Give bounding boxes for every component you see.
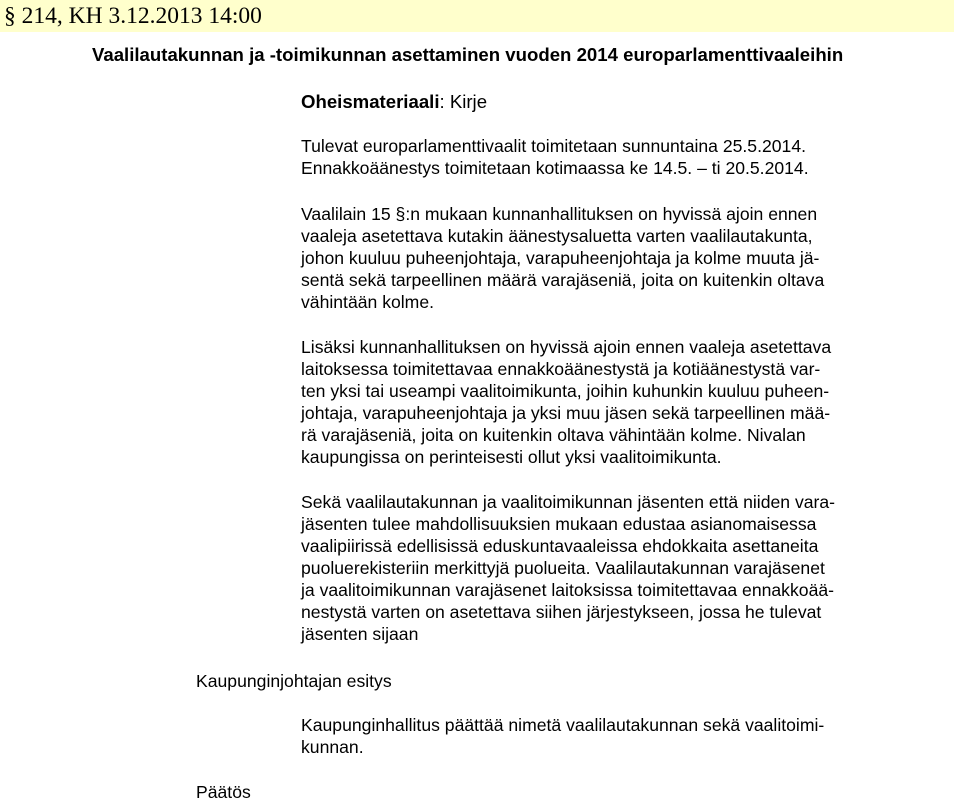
paragraph-line: laitoksessa toimitettavaa ennakkoäänestystä ja kotiäänestystä var- [301, 359, 821, 379]
proposal-text [301, 714, 901, 758]
paragraph-line: ten yksi tai useampi vaalitoimikunta, joihin kuhunkin kuuluu puheen- [301, 381, 830, 401]
paragraph-line: Tulevat europarlamenttivaalit toimitetaan sunnuntaina 25.5.2014. [301, 136, 807, 156]
attachment-line [301, 89, 487, 115]
paragraph-line: vaaleja asetettava kutakin äänestysaluetta varten vaalilautakunta, [301, 226, 813, 246]
attachment-value: : Kirje [439, 91, 488, 112]
section-header: § 214, KH 3.12.2013 14:00 [4, 3, 262, 29]
paragraph-line: vaalipiirissä edellisissä eduskuntavaaleissa ehdokkaita asettaneita [301, 536, 819, 556]
document-title: Vaalilautakunnan ja -toimikunnan asettaminen vuoden 2014 europarlamenttivaaleihin [92, 44, 844, 65]
paragraph-line: johon kuuluu puheenjohtaja, varapuheenjohtaja ja kolme muuta jä- [301, 248, 820, 268]
paragraph-line: ja vaalitoimikunnan varajäsenet laitoksissa toimitettavaa ennakkoää- [301, 580, 834, 600]
paragraph-election-dates [301, 135, 901, 179]
paragraph-line: vähintään kolme. [301, 292, 435, 312]
paragraph-line: Sekä vaalilautakunnan ja vaalitoimikunnan jäsenten että niiden vara- [301, 492, 836, 512]
paragraph-line: jäsenten sijaan [301, 624, 419, 644]
paragraph-line: nestystä varten on asetettava siihen järjestykseen, jossa he tulevat [301, 602, 822, 622]
paragraph-line: johtaja, varapuheenjohtaja ja yksi muu jäsen sekä tarpeellinen mää- [301, 403, 831, 423]
decision-label: Päätös [196, 782, 251, 802]
paragraph-line: rä varajäseniä, joita on kuitenkin oltava vähintään kolme. Nivalan [301, 425, 806, 445]
paragraph-election-law [301, 203, 901, 313]
paragraph-members [301, 491, 901, 645]
proposal-label: Kaupunginjohtajan esitys [196, 671, 392, 691]
paragraph-line: puoluerekisteriin merkittyjä puolueita. Vaalilautakunnan varajäsenet [301, 558, 825, 578]
paragraph-line: kunnan. [301, 737, 364, 757]
paragraph-line: sentä sekä tarpeellinen määrä varajäseniä, joita on kuitenkin oltava [301, 270, 825, 290]
paragraph-line: Vaalilain 15 §:n mukaan kunnanhallituksen on hyvissä ajoin ennen [301, 204, 818, 224]
paragraph-line: kaupungissa on perinteisesti ollut yksi vaalitoimikunta. [301, 447, 722, 467]
paragraph-election-committee [301, 336, 901, 468]
paragraph-line: jäsenten tulee mahdollisuuksien mukaan edustaa asianomaisessa [301, 514, 817, 534]
paragraph-line: Ennakkoäänestys toimitetaan kotimaassa ke 14.5. – ti 20.5.2014. [301, 158, 809, 178]
paragraph-line: Lisäksi kunnanhallituksen on hyvissä ajoin ennen vaaleja asetettava [301, 337, 832, 357]
section-header-bar [0, 0, 954, 32]
attachment-label: Oheismateriaali [301, 91, 440, 112]
paragraph-line: Kaupunginhallitus päättää nimetä vaalilautakunnan sekä vaalitoimi- [301, 715, 825, 735]
